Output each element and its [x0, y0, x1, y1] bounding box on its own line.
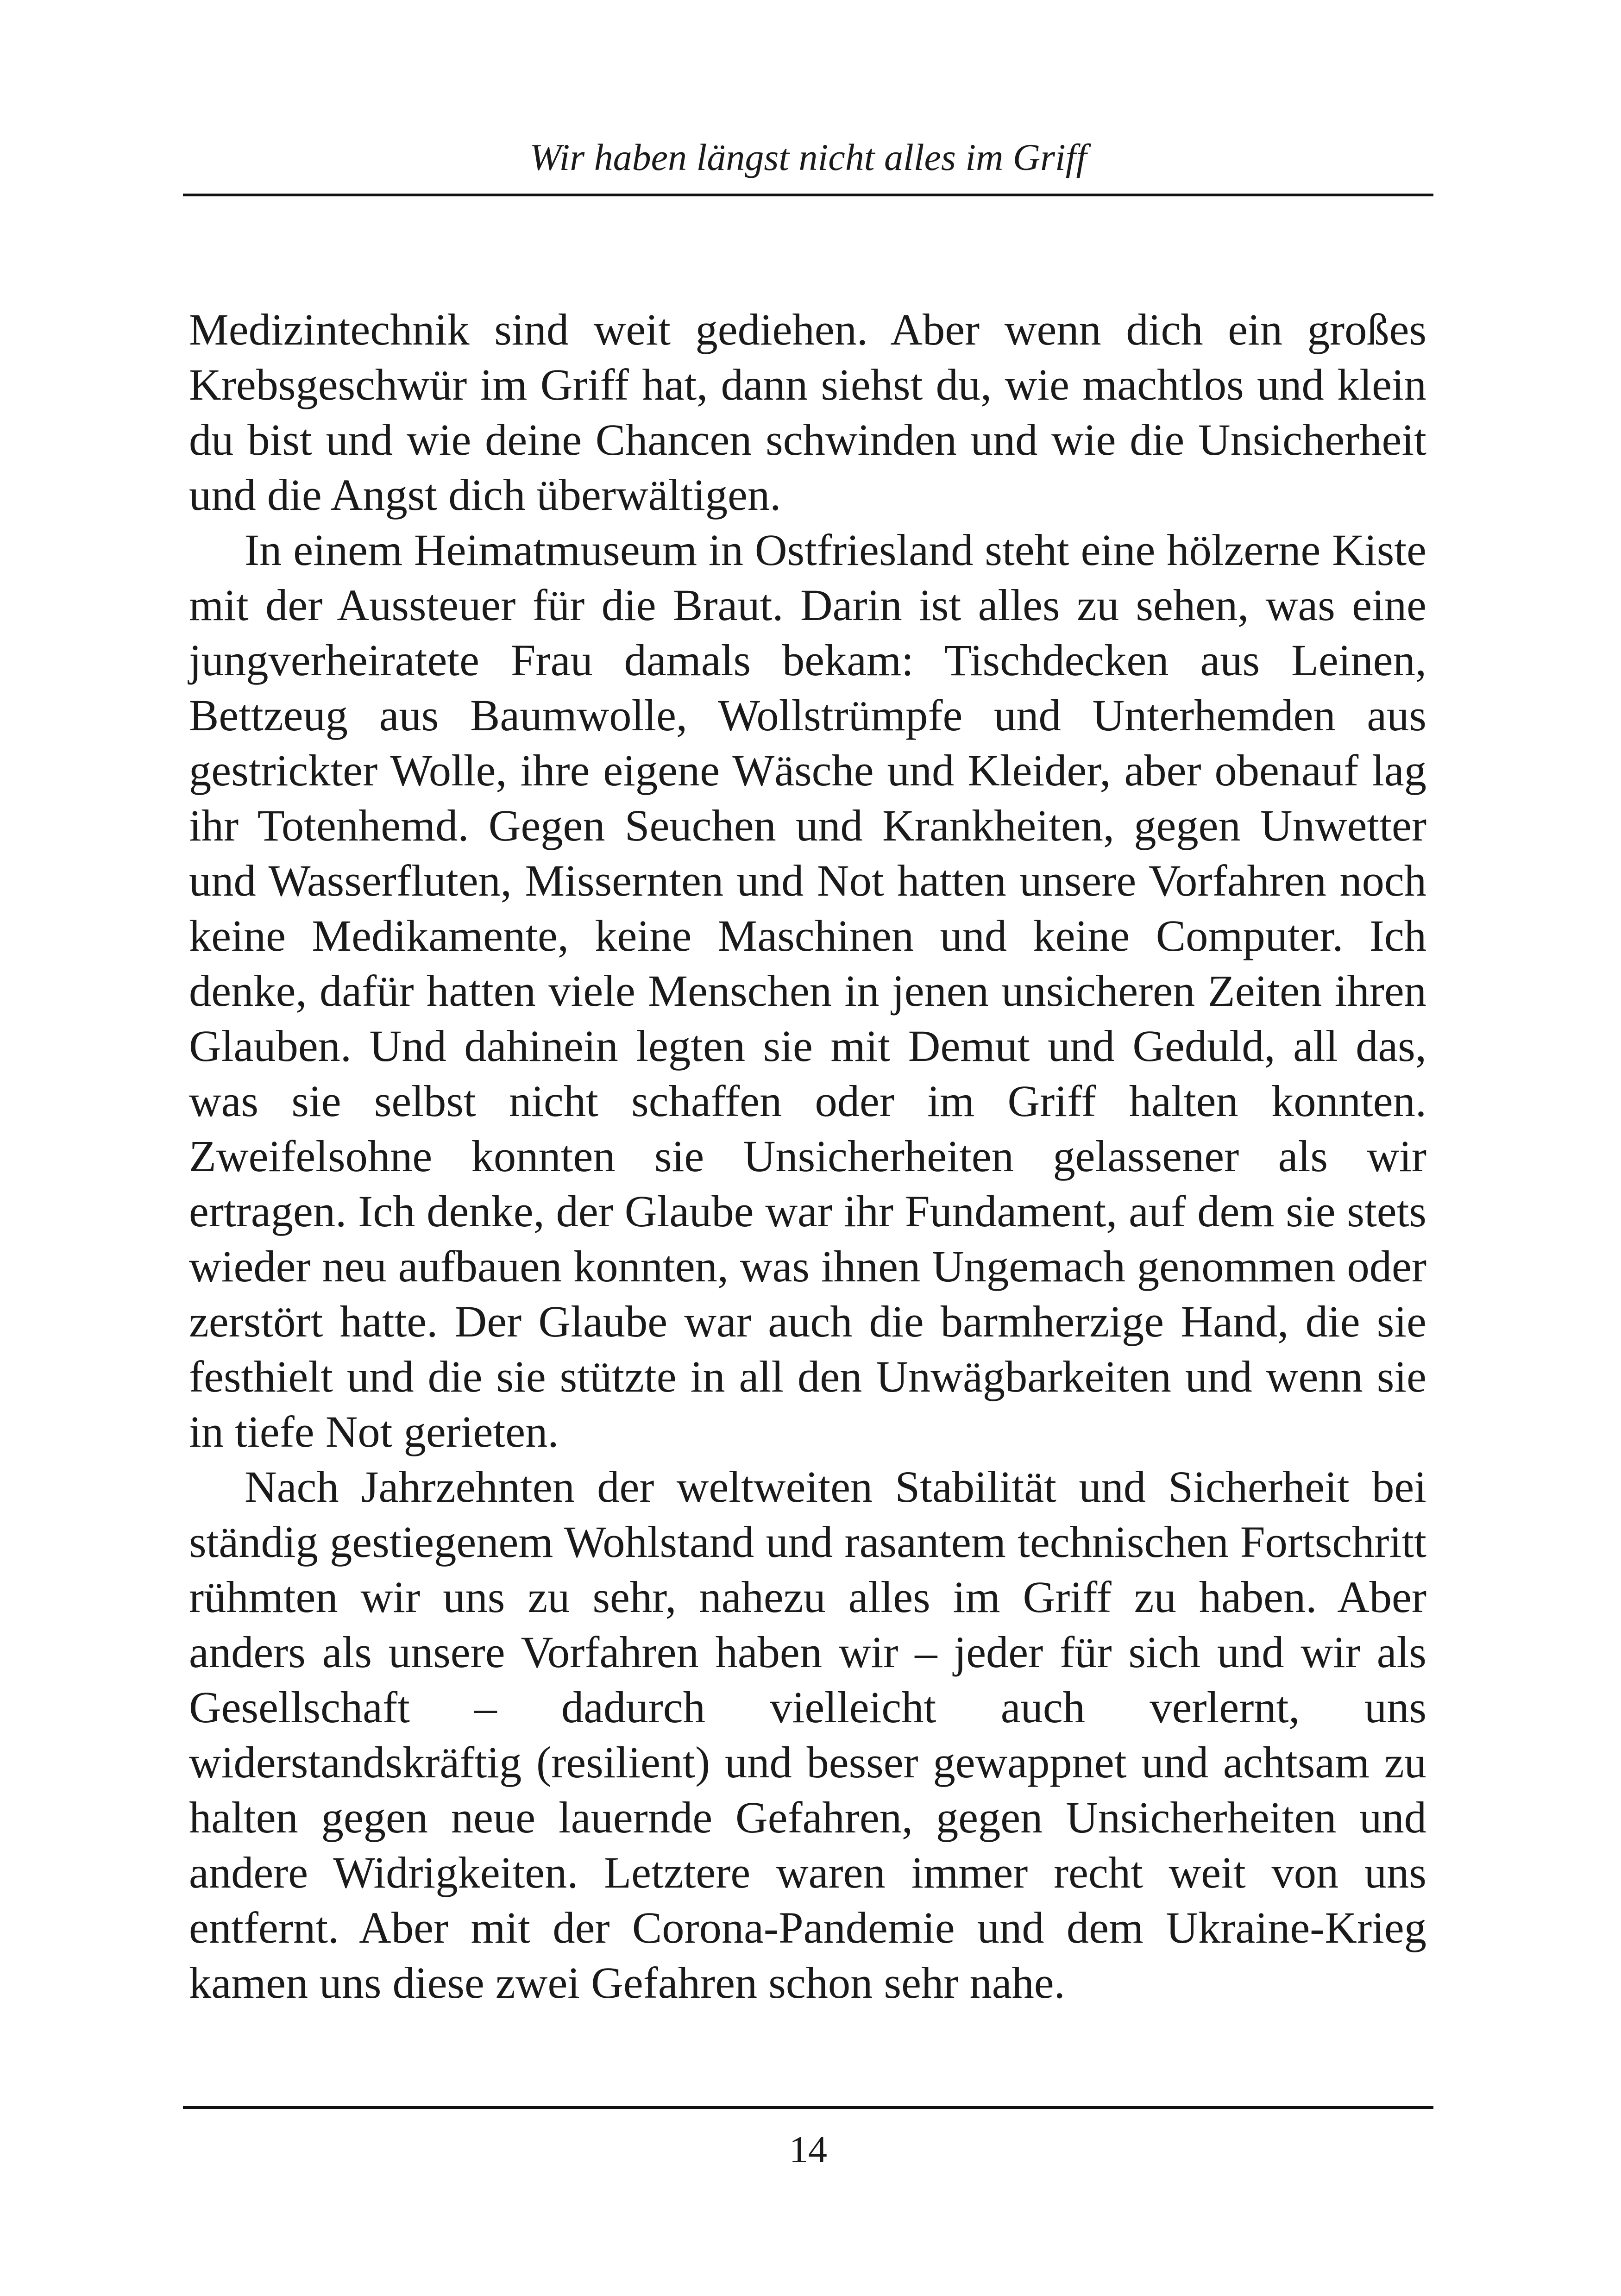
paragraph-2: In einem Heimatmuseum in Ostfriesland steht eine hölzerne Kiste mit der Aussteuer für die Braut. Darin ist alles zu sehen, was eine jungverheiratete Frau damals bekam: Tischdecken aus Leinen, Bettzeug aus Baumwolle, Wollstrümpfe und Unterhemden aus gestrickter Wolle, ihre eigene Wäsche und Kleider, aber obenauf lag ihr Totenhemd. Gegen Seuchen und Krankheiten, gegen Unwetter und Wasserfluten, Missernten und Not hatten unsere Vorfahren noch keine Medikamente, keine Maschinen und keine Computer. Ich denke, dafür hatten viele Menschen in jenen unsicheren Zeiten ihren Glauben. Und dahinein legten sie mit Demut und Geduld, all das, was sie selbst nicht schaffen oder im Griff halten konnten. Zweifelsohne konnten sie Unsicherheiten gelassener als wir ertragen. Ich denke, der Glaube war ihr Fundament, auf dem sie stets wieder neu aufbauen konnten, was ihnen Ungemach genommen oder zerstört hatte. Der Glaube war auch die barmherzige Hand, die sie festhielt und die sie stützte in all den Unwägbarkeiten und wenn sie in tiefe Not gerieten.: [189, 525, 1426, 1456]
page-number: 14: [789, 2128, 827, 2171]
paragraph-1: Medizintechnik sind weit gediehen. Aber wenn dich ein großes Krebsgeschwür im Griff hat, dann siehst du, wie machtlos und klein du bist und wie deine Chancen schwinden und wie die Unsicherheit und die Angst dich überwältigen.: [189, 305, 1426, 520]
header-rule: [183, 194, 1433, 196]
footer-rule: [183, 2106, 1433, 2109]
paragraph-3: Nach Jahrzehnten der weltweiten Stabilität und Sicherheit bei ständig gestiegenem Wohlstand und rasantem technischen Fortschritt rühmten wir uns zu sehr, nahezu alles im Griff zu haben. Aber anders als unsere Vorfahren haben wir – jeder für sich und wir als Gesellschaft – dadurch vielleicht auch verlernt, uns widerstandskräftig (resilient) und besser gewappnet und achtsam zu halten gegen neue lauernde Gefahren, gegen Unsicherheiten und andere Widrigkeiten. Letztere waren immer recht weit von uns entfernt. Aber mit der Corona-Pandemie und dem Ukraine-Krieg kamen uns diese zwei Gefahren schon sehr nahe.: [189, 1462, 1426, 2007]
running-header: Wir haben längst nicht alles im Griff: [529, 136, 1087, 178]
body-text: [189, 302, 1426, 2010]
